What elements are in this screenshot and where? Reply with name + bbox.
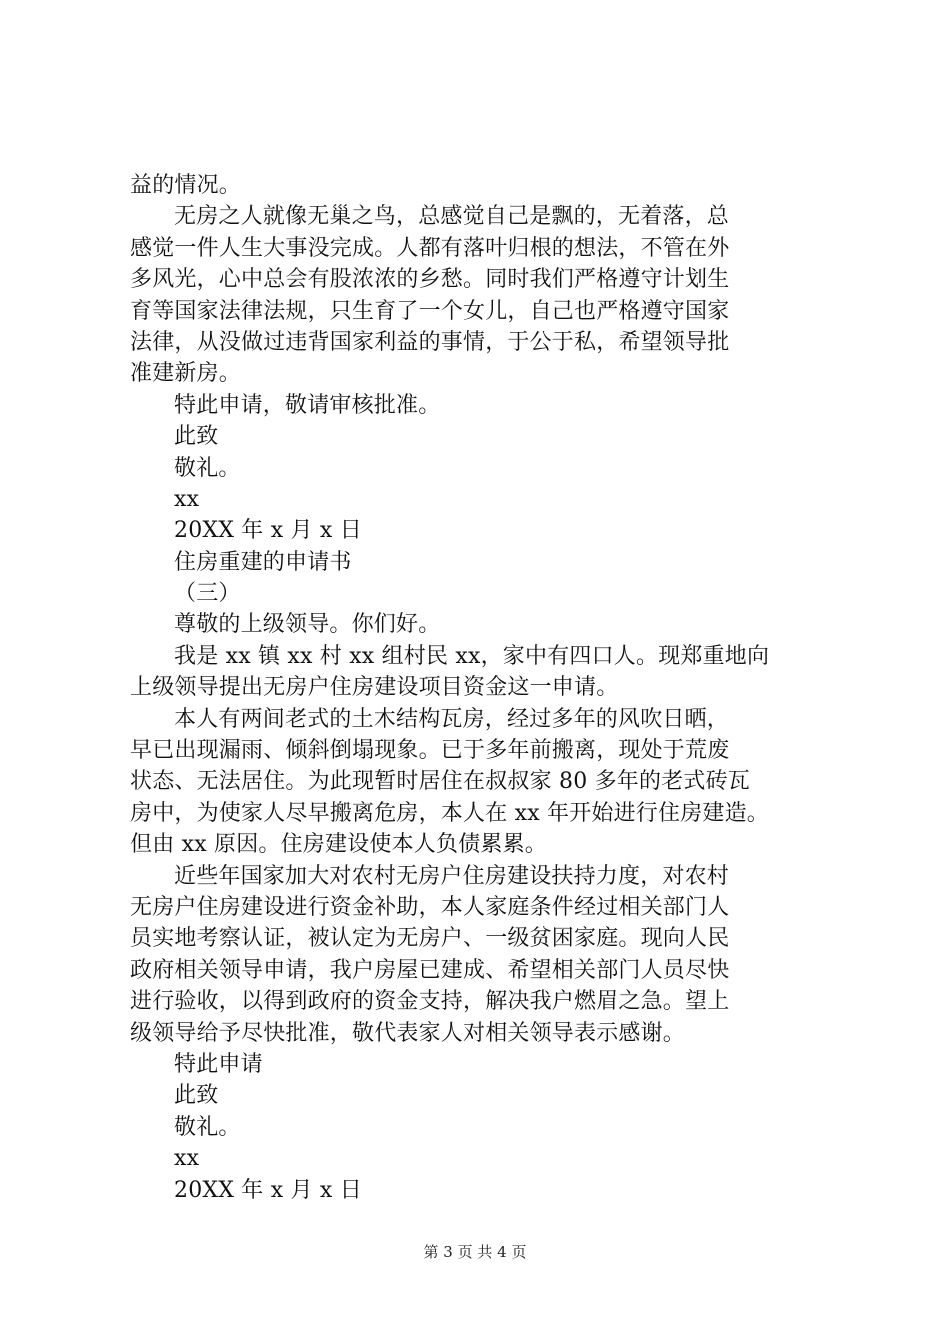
text-line: 20XX 年 x 月 x 日 (174, 518, 362, 544)
text-line: 房中，为使家人尽早搬离危房，本人在 xx 年开始进行住房建造。 (130, 800, 770, 826)
text-line: 法律，从没做过违背国家利益的事情，于公于私，希望领导批 (130, 329, 730, 355)
text-line: 无房之人就像无巢之鸟，总感觉自己是飘的，无着落，总 (174, 204, 730, 230)
text-line: 特此申请，敬请审核批准。 (174, 392, 441, 418)
text-line: 本人有两间老式的土木结构瓦房，经过多年的风吹日晒， (174, 706, 730, 732)
text-line: 此致 (174, 1083, 219, 1109)
text-line: 20XX 年 x 月 x 日 (174, 1177, 362, 1203)
text-line: 敬礼。 (174, 455, 241, 481)
text-line: 感觉一件人生大事没完成。人都有落叶归根的想法，不管在外 (130, 235, 730, 261)
text-line: 敬礼。 (174, 1114, 241, 1140)
text-line: 状态、无法居住。为此现暂时居住在叔叔家 80 多年的老式砖瓦 (130, 769, 750, 795)
text-line: 益的情况。 (130, 173, 242, 198)
text-line: 员实地考察认证，被认定为无房户、一级贫困家庭。现向人民 (130, 926, 730, 952)
text-line: xx (174, 486, 200, 512)
text-line: 育等国家法律法规，只生育了一个女儿，自己也严格遵守国家 (130, 298, 730, 324)
text-line: 无房户住房建设进行资金补助，本人家庭条件经过相关部门人 (130, 894, 730, 920)
text-line: 近些年国家加大对农村无房户住房建设扶持力度，对农村 (174, 863, 730, 889)
text-line: 准建新房。 (130, 361, 242, 387)
text-line: 我是 xx 镇 xx 村 xx 组村民 xx，家中有四口人。现郑重地向 (174, 643, 770, 669)
text-line: 尊敬的上级领导。你们好。 (174, 612, 441, 638)
text-line: 早已出现漏雨、倾斜倒塌现象。已于多年前搬离，现处于荒废 (130, 738, 730, 764)
text-line: 但由 xx 原因。住房建设使本人负债累累。 (130, 832, 548, 858)
text-line: xx (174, 1146, 200, 1172)
text-line: 多风光，心中总会有股浓浓的乡愁。同时我们严格遵守计划生 (130, 267, 730, 293)
text-line: 此致 (174, 424, 219, 450)
document-body (130, 170, 830, 1206)
text-line: 政府相关领导申请，我户房屋已建成、希望相关部门人员尽快 (130, 957, 730, 983)
text-line: 住房重建的申请书 (174, 549, 352, 575)
text-line: （三） (174, 581, 241, 607)
page-footer: 第 3 页 共 4 页 (423, 1243, 527, 1261)
text-line: 级领导给予尽快批准，敬代表家人对相关领导表示感谢。 (130, 1020, 686, 1046)
text-line: 进行验收，以得到政府的资金支持，解决我户燃眉之急。望上 (130, 989, 730, 1015)
text-line: 特此申请 (174, 1051, 263, 1077)
text-line: 上级领导提出无房户住房建设项目资金这一申请。 (130, 675, 619, 701)
